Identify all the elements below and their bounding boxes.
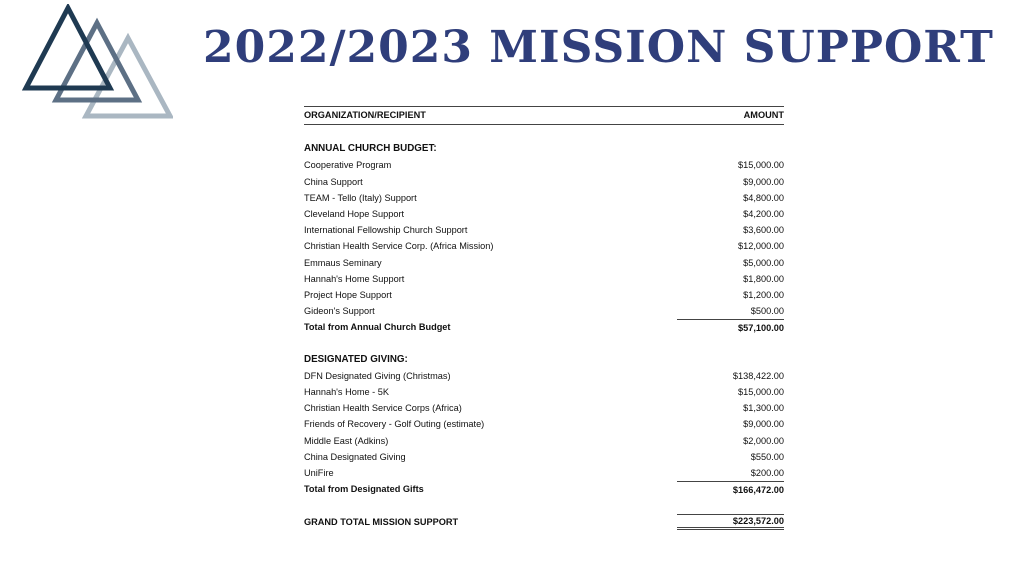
- amount-value: $4,200.00: [743, 208, 784, 219]
- table-row: [304, 255, 784, 271]
- recipient-name: Emmaus Seminary: [304, 257, 382, 268]
- section-heading: DESIGNATED GIVING:: [304, 353, 408, 365]
- table-header: [304, 107, 784, 125]
- recipient-name: DFN Designated Giving (Christmas): [304, 370, 451, 381]
- mission-support-table: [304, 106, 784, 530]
- grand-total-label: GRAND TOTAL MISSION SUPPORT: [304, 516, 459, 527]
- recipient-name: Gideon's Support: [304, 306, 375, 317]
- recipient-name: Project Hope Support: [304, 289, 392, 300]
- amount-value: $138,422.00: [732, 370, 784, 381]
- amount-value: $9,000.00: [743, 176, 784, 187]
- recipient-name: Middle East (Adkins): [304, 435, 389, 446]
- table-row: [304, 465, 784, 481]
- section-heading: ANNUAL CHURCH BUDGET:: [304, 143, 437, 155]
- recipient-name: UniFire: [304, 467, 334, 478]
- triangles-logo-icon: [18, 4, 173, 120]
- table-row: [304, 416, 784, 432]
- total-label: Total from Annual Church Budget: [304, 322, 451, 333]
- table-row: [304, 190, 784, 206]
- amount-value: $200.00: [750, 467, 784, 478]
- grand-total-amount: $223,572.00: [677, 514, 784, 530]
- table-row: [304, 303, 784, 319]
- recipient-name: Hannah's Home Support: [304, 273, 405, 284]
- amount-value: $4,800.00: [743, 192, 784, 203]
- table-row: [304, 400, 784, 416]
- designated-total-row: [304, 481, 784, 497]
- amount-value: $550.00: [750, 451, 784, 462]
- recipient-name: Christian Health Service Corp. (Africa Mission): [304, 241, 494, 252]
- amount-value: $15,000.00: [738, 387, 784, 397]
- recipient-name: Cooperative Program: [304, 160, 392, 171]
- recipient-name: China Designated Giving: [304, 451, 406, 462]
- amount-value: $3,600.00: [743, 225, 784, 236]
- table-row: [304, 449, 784, 465]
- recipient-name: Friends of Recovery - Golf Outing (estimate): [304, 419, 485, 430]
- recipient-name: TEAM - Tello (Italy) Support: [304, 192, 417, 203]
- amount-value: $500.00: [750, 306, 784, 317]
- col-recipient-header: ORGANIZATION/RECIPIENT: [304, 110, 426, 120]
- recipient-name: Hannah's Home - 5K: [304, 387, 389, 397]
- annual-rows: [304, 157, 784, 319]
- table-row: [304, 384, 784, 400]
- amount-value: $1,800.00: [743, 273, 784, 284]
- table-row: [304, 287, 784, 303]
- amount-value: $1,200.00: [743, 289, 784, 300]
- page-title: 2022/2023 MISSION SUPPORT: [203, 22, 994, 73]
- grand-total-row: [304, 514, 784, 530]
- amount-value: $15,000.00: [738, 160, 784, 171]
- amount-value: $9,000.00: [743, 419, 784, 430]
- total-amount: $166,472.00: [677, 481, 784, 497]
- amount-value: $5,000.00: [743, 257, 784, 268]
- designated-rows: [304, 368, 784, 481]
- table-row: [304, 238, 784, 254]
- recipient-name: Cleveland Hope Support: [304, 208, 405, 219]
- table-row: [304, 174, 784, 190]
- recipient-name: Christian Health Service Corps (Africa): [304, 403, 462, 414]
- table-row: [304, 433, 784, 449]
- table-row: [304, 368, 784, 384]
- table-row: [304, 206, 784, 222]
- total-label: Total from Designated Gifts: [304, 484, 424, 495]
- amount-value: $12,000.00: [738, 241, 784, 252]
- total-amount: $57,100.00: [677, 319, 784, 335]
- table-row: [304, 271, 784, 287]
- recipient-name: China Support: [304, 176, 363, 187]
- col-amount-header: AMOUNT: [743, 110, 784, 120]
- table-row: [304, 222, 784, 238]
- recipient-name: International Fellowship Church Support: [304, 225, 468, 236]
- amount-value: $1,300.00: [743, 403, 784, 414]
- amount-value: $2,000.00: [743, 435, 784, 446]
- table-row: [304, 157, 784, 173]
- annual-total-row: [304, 319, 784, 335]
